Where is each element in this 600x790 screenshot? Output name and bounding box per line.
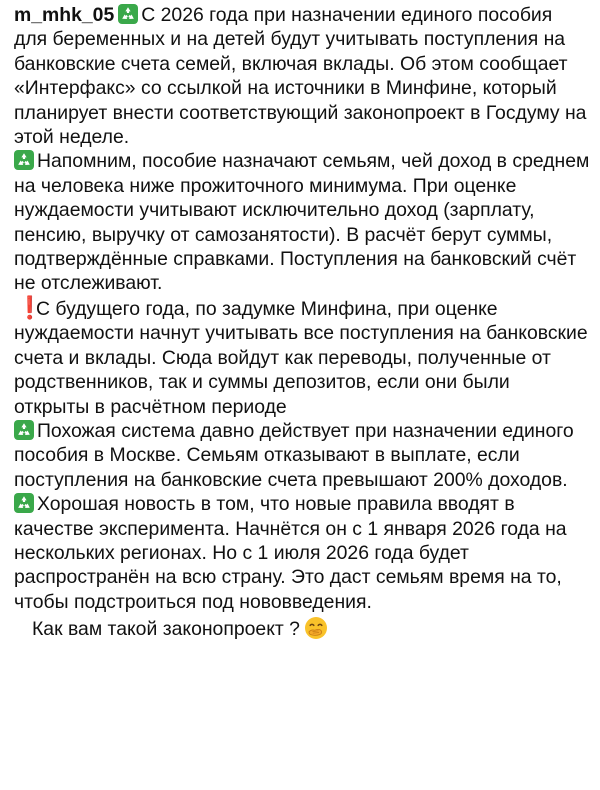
- caption-paragraph-2: [14, 149, 590, 295]
- recycle-icon: [14, 493, 34, 513]
- username-link[interactable]: m_mhk_05: [14, 4, 115, 26]
- paragraph-text: С 2026 года при назначении единого пособия для беременных и на детей будут учитывать поступления на банковские счета семей, включая вклады. Об этом сообщает «Интерфакс» со ссылкой на источники в Минфине, который планирует внести соответствующий законопроект в Госдуму на этой неделе.: [14, 4, 587, 149]
- exclamation-icon: ❗: [16, 294, 44, 320]
- question-text: Как вам такой законопроект ?: [32, 618, 300, 641]
- recycle-icon: [14, 420, 34, 440]
- recycle-icon: [118, 4, 138, 24]
- paragraph-text: Хорошая новость в том, что новые правила вводят в качестве эксперимента. Начнётся он с 1 января 2026 года на нескольких регионах. Но с 1 июля 2026 года будет распространён на всю страну. Это даст семьям время на то, чтобы подстроиться под нововведения.: [14, 493, 567, 613]
- caption-paragraph-3: [14, 296, 590, 419]
- paragraph-text: Похожая система давно действует при назначении единого пособия в Москве. Семьям отказывают в выплате, если поступления на банковские счета превышают 200% доходов.: [14, 419, 574, 491]
- caption-paragraph-5: [14, 492, 590, 614]
- caption-paragraph-4: [14, 419, 590, 492]
- paragraph-text: С будущего года, по задумке Минфина, при оценке нуждаемости начнут учитывать все поступления на банковские счета и вклады. Сюда войдут как переводы, полученные от родственников, так и суммы депозитов, если они были открыты в расчётном периоде: [14, 297, 588, 418]
- caption-question: [14, 614, 590, 641]
- caption-paragraph-1: [14, 3, 590, 149]
- recycle-icon: [14, 150, 34, 170]
- paragraph-text: Напомним, пособие назначают семьям, чей доход в среднем на человека ниже прожиточного минимума. При оценке нуждаемости учитывают исключительно доход (зарплату, пенсию, выручку от самозанятости). В расчёт берут суммы, подтверждённые справками. Поступления на банковский счёт не отслеживают.: [14, 150, 590, 295]
- face-with-hand-over-mouth-icon: [304, 616, 328, 640]
